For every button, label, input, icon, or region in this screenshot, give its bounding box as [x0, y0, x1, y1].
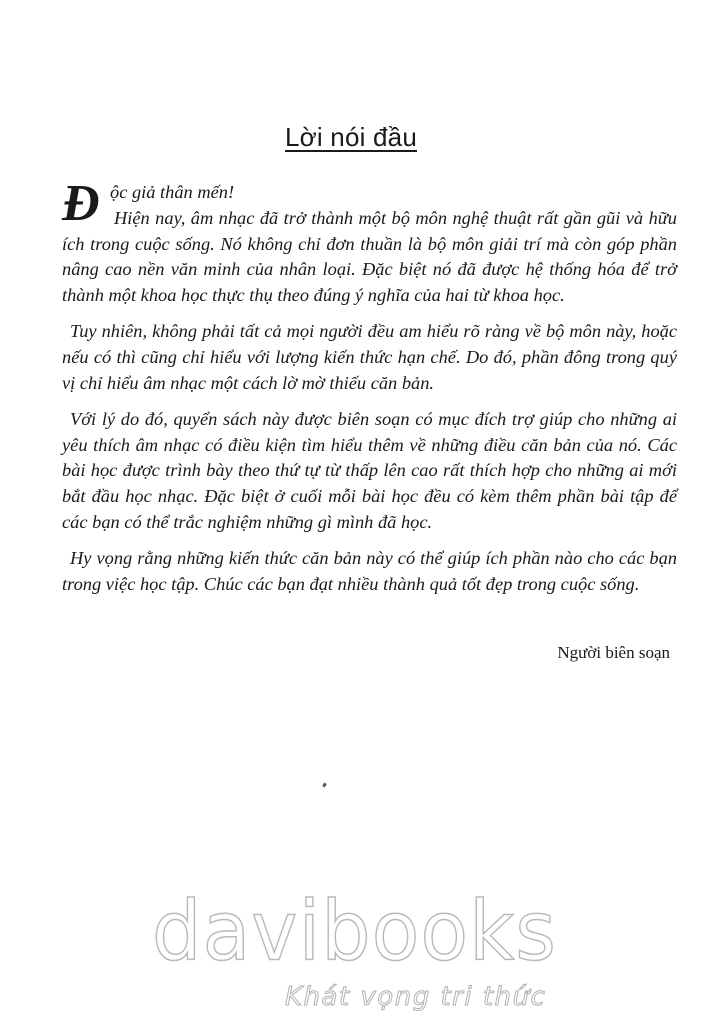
ink-speck [322, 783, 327, 788]
paragraph-1: Hiện nay, âm nhạc đã trở thành một bộ môn nghệ thuật rất gần gũi và hữu ích trong cuộc sống. Nó không chỉ đơn thuần là bộ môn giải trí mà còn góp phần nâng cao nền văn minh của nhân loại. Đặc biệt nó đã được hệ thống hóa để trở thành một khoa học thực thụ theo đúng ý nghĩa của hai từ khoa học. [62, 208, 677, 305]
watermark-tagline: Khát vọng tri thức [285, 982, 547, 1012]
page-title: Lời nói đầu [284, 122, 417, 152]
paragraph-2: Tuy nhiên, không phải tất cả mọi người đều am hiểu rõ ràng về bộ môn này, hoặc nếu có thì cũng chỉ hiểu với lượng kiến thức hạn chế. Do đó, phần đông trong quý vị chỉ hiểu âm nhạc một cách lờ mờ thiếu căn bản. [62, 321, 677, 393]
author-signature: Người biên soạn [557, 643, 670, 662]
drop-cap: Đ [62, 175, 100, 232]
watermark-logo: davibooks [152, 885, 557, 980]
greeting-line [62, 175, 677, 232]
paragraph-4: Hy vọng rằng những kiến thức căn bản này có thể giúp ích phần nào cho các bạn trong việc học tập. Chúc các bạn đạt nhiều thành quả tốt đẹp trong cuộc sống. [62, 548, 677, 594]
paragraph-3: Với lý do đó, quyển sách này được biên soạn có mục đích trợ giúp cho những ai yêu thích âm nhạc có điều kiện tìm hiểu thêm về những điều căn bản của nó. Các bài học được trình bày theo thứ tự từ thấp lên cao rất thích hợp cho những ai mới bắt đầu học nhạc. Đặc biệt ở cuối mỗi bài học đều có kèm thêm phần bài tập để các bạn có thể trắc nghiệm những gì mình đã học. [62, 409, 677, 532]
greeting-text: ộc giả thân mến! [110, 182, 235, 202]
preface-body [62, 175, 677, 608]
